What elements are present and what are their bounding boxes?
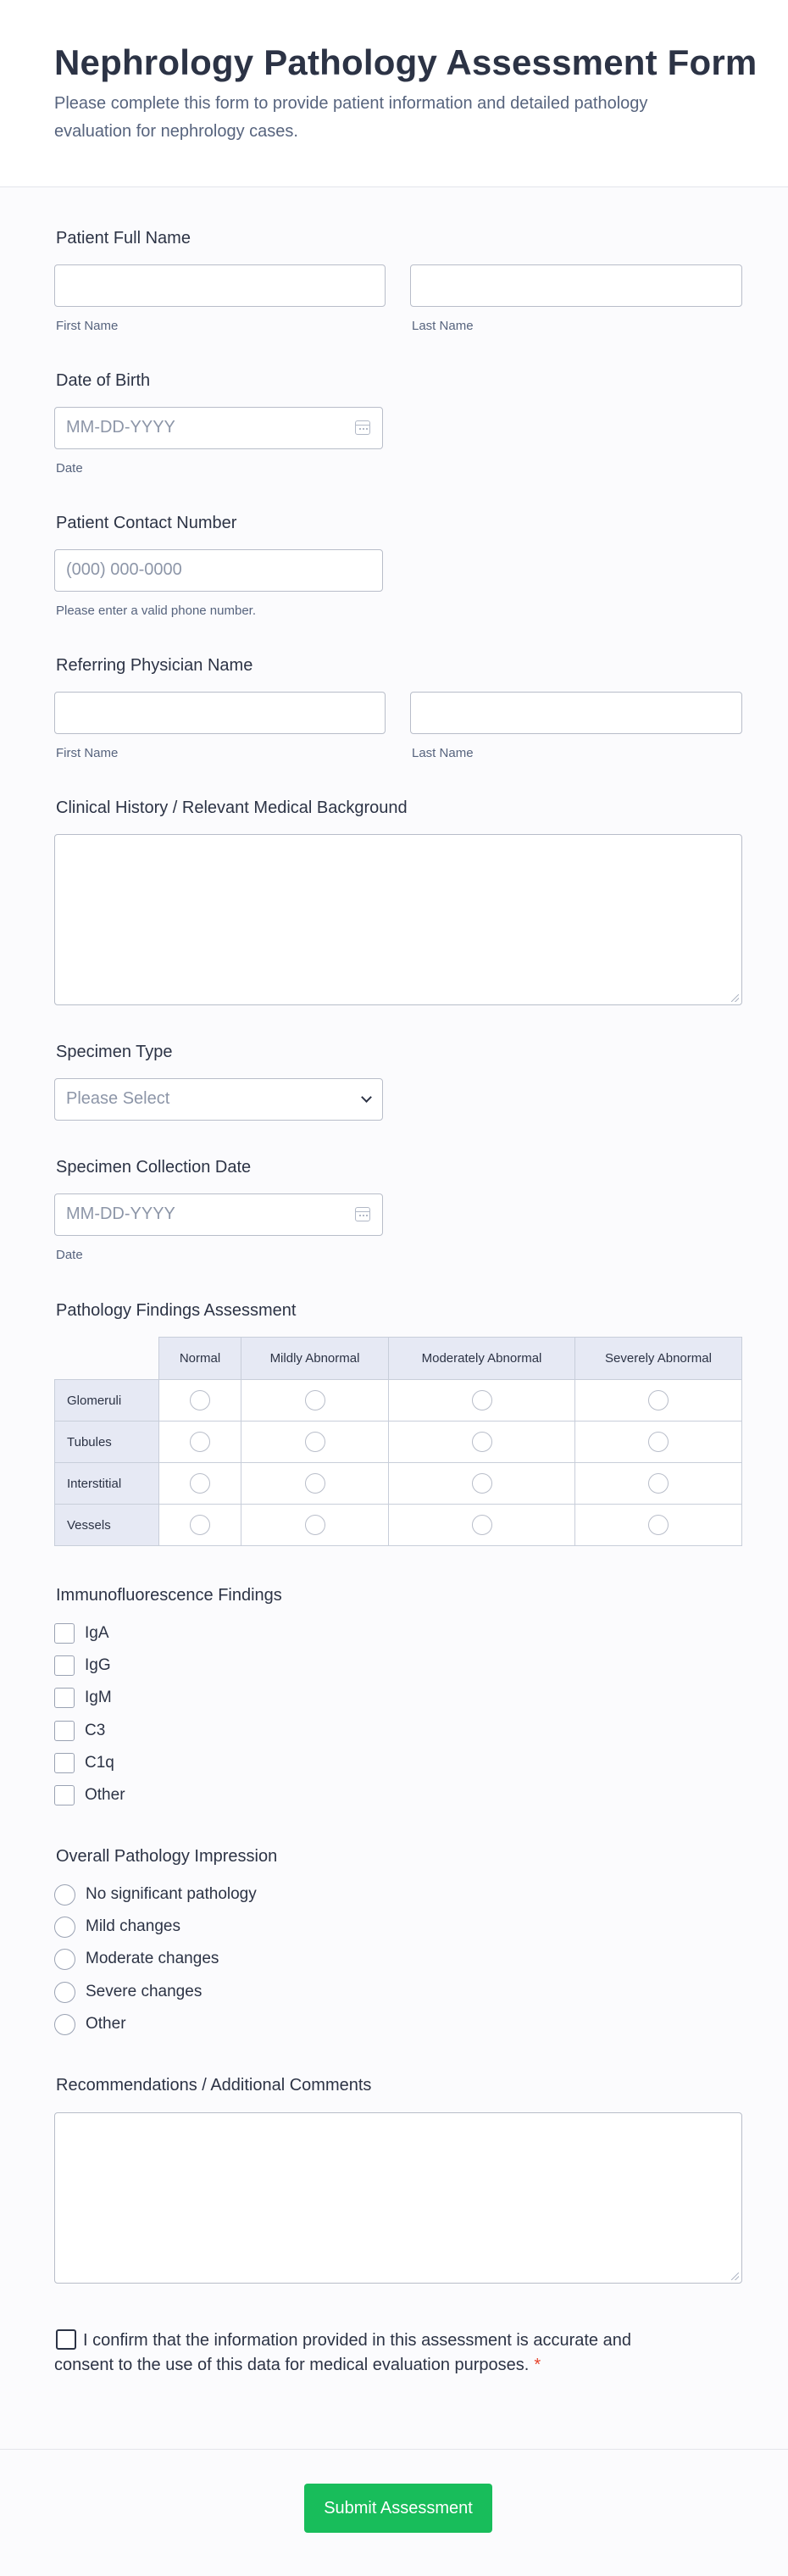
radio-button[interactable] — [648, 1390, 669, 1410]
radio-label: Moderate changes — [86, 1950, 219, 1967]
matrix-row-label: Glomeruli — [55, 1380, 159, 1422]
contact-phone-input[interactable] — [54, 549, 383, 592]
contact-label: Patient Contact Number — [56, 514, 237, 532]
recommendations-label: Recommendations / Additional Comments — [56, 2076, 372, 2095]
form-title: Nephrology Pathology Assessment Form — [54, 42, 757, 82]
radio-button[interactable] — [305, 1515, 325, 1535]
checkbox[interactable] — [54, 1721, 75, 1741]
specimen-type-label: Specimen Type — [56, 1043, 173, 1061]
collection-date-label: Specimen Collection Date — [56, 1158, 252, 1177]
radio-button[interactable] — [54, 1917, 75, 1938]
form-subtitle: Please complete this form to provide patient information and detailed pathology evaluation for nephrology cases. — [54, 94, 648, 141]
required-asterisk: * — [534, 2356, 541, 2374]
matrix-row-interstitial — [55, 1463, 742, 1505]
checkbox[interactable] — [54, 1688, 75, 1708]
consent-text: I confirm that the information provided in this assessment is accurate and consent to the use of this data for medical evaluation purposes. — [54, 2331, 631, 2374]
collection-date-placeholder: MM-DD-YYYY — [66, 1205, 175, 1223]
checkbox-option-igm[interactable] — [54, 1686, 112, 1710]
matrix-cell[interactable] — [389, 1463, 575, 1505]
history-textarea[interactable] — [54, 834, 742, 1005]
calendar-icon[interactable] — [355, 420, 370, 435]
radio-button[interactable] — [472, 1515, 492, 1535]
matrix-cell[interactable] — [389, 1422, 575, 1463]
radio-button[interactable] — [305, 1432, 325, 1452]
checkbox-label: C1q — [85, 1754, 114, 1772]
matrix-cell[interactable] — [241, 1422, 389, 1463]
matrix-row-tubules — [55, 1422, 742, 1463]
matrix-cell[interactable] — [575, 1505, 742, 1546]
matrix-row-label: Vessels — [55, 1505, 159, 1546]
contact-sublabel: Please enter a valid phone number. — [56, 604, 256, 618]
radio-button[interactable] — [54, 2014, 75, 2035]
radio-button[interactable] — [648, 1515, 669, 1535]
checkbox-option-c1q[interactable] — [54, 1751, 114, 1775]
radio-button[interactable] — [54, 1884, 75, 1906]
patient-first-name-input[interactable] — [54, 264, 386, 307]
radio-button[interactable] — [305, 1473, 325, 1494]
matrix-row-label: Interstitial — [55, 1463, 159, 1505]
specimen-type-placeholder: Please Select — [66, 1089, 170, 1108]
resize-handle-icon[interactable] — [731, 2273, 739, 2280]
matrix-cell[interactable] — [241, 1380, 389, 1422]
matrix-col-mildly-abnormal: Mildly Abnormal — [241, 1338, 389, 1380]
checkbox[interactable] — [54, 1753, 75, 1773]
history-label: Clinical History / Relevant Medical Background — [56, 798, 408, 817]
form-header — [0, 0, 788, 187]
radio-option-other[interactable] — [54, 2012, 126, 2036]
dob-sublabel: Date — [56, 461, 83, 476]
patient-first-name-sublabel: First Name — [56, 319, 119, 333]
matrix-cell[interactable] — [241, 1463, 389, 1505]
matrix-cell[interactable] — [159, 1505, 241, 1546]
matrix-cell[interactable] — [159, 1422, 241, 1463]
form-footer — [0, 2449, 788, 2576]
radio-button[interactable] — [648, 1473, 669, 1494]
consent-field[interactable] — [54, 2328, 664, 2378]
impression-label: Overall Pathology Impression — [56, 1847, 278, 1866]
checkbox-label: Other — [85, 1786, 125, 1804]
checkbox-label: C3 — [85, 1722, 106, 1739]
radio-option-mild[interactable] — [54, 1915, 180, 1939]
radio-button[interactable] — [305, 1390, 325, 1410]
radio-button[interactable] — [54, 1982, 75, 2003]
radio-button[interactable] — [472, 1473, 492, 1494]
matrix-col-normal: Normal — [159, 1338, 241, 1380]
checkbox-label: IgG — [85, 1656, 111, 1674]
checkbox-option-iga[interactable] — [54, 1622, 109, 1645]
findings-matrix — [54, 1337, 742, 1546]
physician-last-name-sublabel: Last Name — [412, 746, 474, 760]
matrix-row-label: Tubules — [55, 1422, 159, 1463]
dob-label: Date of Birth — [56, 371, 151, 390]
checkbox-option-igg[interactable] — [54, 1654, 111, 1677]
matrix-cell[interactable] — [241, 1505, 389, 1546]
contact-placeholder: (000) 000-0000 — [66, 560, 182, 579]
radio-button[interactable] — [648, 1432, 669, 1452]
checkbox[interactable] — [54, 1785, 75, 1805]
calendar-icon[interactable] — [355, 1207, 370, 1221]
chevron-down-icon — [361, 1092, 372, 1103]
patient-last-name-input[interactable] — [410, 264, 742, 307]
radio-label: Severe changes — [86, 1983, 203, 2000]
matrix-header-row — [55, 1338, 742, 1380]
specimen-type-select[interactable] — [54, 1078, 383, 1121]
findings-label: Pathology Findings Assessment — [56, 1301, 297, 1320]
radio-option-moderate[interactable] — [54, 1947, 219, 1971]
patient-last-name-sublabel: Last Name — [412, 319, 474, 333]
radio-option-no-significant[interactable] — [54, 1883, 257, 1906]
radio-option-severe[interactable] — [54, 1980, 202, 2004]
matrix-cell[interactable] — [389, 1505, 575, 1546]
radio-button[interactable] — [472, 1432, 492, 1452]
patient-name-label: Patient Full Name — [56, 229, 191, 248]
checkbox[interactable] — [54, 1655, 75, 1676]
matrix-cell[interactable] — [159, 1463, 241, 1505]
radio-button[interactable] — [472, 1390, 492, 1410]
submit-button[interactable]: Submit Assessment — [304, 2484, 492, 2533]
checkbox-label: IgM — [85, 1689, 112, 1706]
matrix-row-vessels — [55, 1505, 742, 1546]
matrix-row-glomeruli — [55, 1380, 742, 1422]
radio-button[interactable] — [190, 1390, 210, 1410]
matrix-cell[interactable] — [575, 1380, 742, 1422]
consent-checkbox[interactable] — [56, 2329, 76, 2350]
recommendations-textarea[interactable] — [54, 2112, 742, 2284]
collection-date-input[interactable] — [54, 1193, 383, 1236]
physician-first-name-sublabel: First Name — [56, 746, 119, 760]
dob-placeholder: MM-DD-YYYY — [66, 418, 175, 437]
checkbox[interactable] — [54, 1623, 75, 1644]
resize-handle-icon[interactable] — [731, 994, 739, 1002]
radio-button[interactable] — [54, 1949, 75, 1970]
immuno-label: Immunofluorescence Findings — [56, 1586, 282, 1605]
matrix-cell[interactable] — [159, 1380, 241, 1422]
checkbox-option-c3[interactable] — [54, 1719, 105, 1743]
radio-button[interactable] — [190, 1473, 210, 1494]
radio-label: Other — [86, 2015, 126, 2033]
physician-label: Referring Physician Name — [56, 656, 253, 675]
physician-last-name-input[interactable] — [410, 692, 742, 734]
radio-label: No significant pathology — [86, 1885, 257, 1903]
matrix-corner — [55, 1338, 159, 1380]
collection-date-sublabel: Date — [56, 1248, 83, 1262]
matrix-cell[interactable] — [575, 1422, 742, 1463]
radio-button[interactable] — [190, 1515, 210, 1535]
radio-button[interactable] — [190, 1432, 210, 1452]
checkbox-option-other[interactable] — [54, 1783, 125, 1807]
matrix-col-severely-abnormal: Severely Abnormal — [575, 1338, 742, 1380]
physician-first-name-input[interactable] — [54, 692, 386, 734]
matrix-cell[interactable] — [389, 1380, 575, 1422]
dob-input[interactable] — [54, 407, 383, 449]
matrix-cell[interactable] — [575, 1463, 742, 1505]
matrix-col-moderately-abnormal: Moderately Abnormal — [389, 1338, 575, 1380]
radio-label: Mild changes — [86, 1917, 180, 1935]
checkbox-label: IgA — [85, 1624, 109, 1642]
